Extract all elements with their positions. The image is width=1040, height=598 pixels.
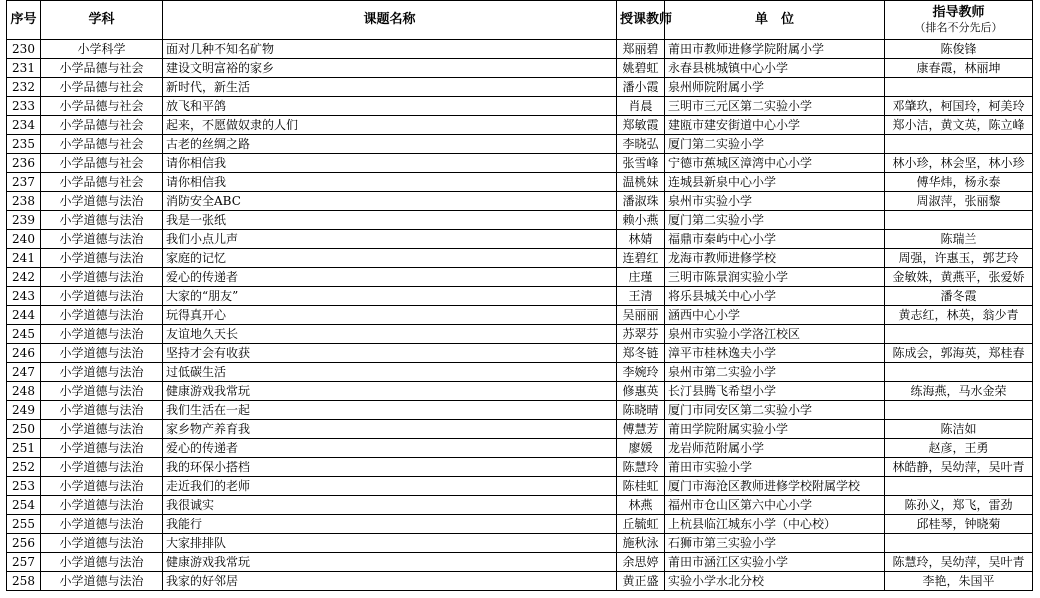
cell-teacher: 郑敏霞 (617, 116, 665, 135)
cell-unit: 泉州师院附属小学 (665, 78, 885, 97)
cell-guide: 陈孙义，郑飞，雷劲 (885, 496, 1033, 515)
cell-guide: 周强，许惠玉，郭艺玲 (885, 249, 1033, 268)
cell-unit: 连城县新泉中心小学 (665, 173, 885, 192)
header-teacher: 授课教师 (617, 1, 665, 40)
cell-unit: 涵西中心小学 (665, 306, 885, 325)
cell-teacher: 潘小霞 (617, 78, 665, 97)
cell-teacher: 修惠英 (617, 382, 665, 401)
cell-teacher: 廖媛 (617, 439, 665, 458)
table-row (7, 401, 1033, 420)
cell-guide: 陈俊锋 (885, 40, 1033, 59)
cell-title: 我们小点儿声 (163, 230, 617, 249)
cell-no: 255 (7, 515, 41, 534)
header-no: 序号 (7, 1, 41, 40)
cell-no: 247 (7, 363, 41, 382)
cell-no: 241 (7, 249, 41, 268)
table-row (7, 211, 1033, 230)
cell-teacher: 郑丽碧 (617, 40, 665, 59)
table-row (7, 496, 1033, 515)
cell-no: 233 (7, 97, 41, 116)
cell-guide: 金敏姝，黄燕平，张爱娇 (885, 268, 1033, 287)
cell-teacher: 林婧 (617, 230, 665, 249)
cell-subject: 小学道德与法治 (41, 249, 163, 268)
cell-teacher: 丘毓虹 (617, 515, 665, 534)
award-table (6, 0, 1033, 591)
header-guide-label: 指导教师 (932, 5, 985, 20)
cell-title: 爱心的传递者 (163, 439, 617, 458)
header-title: 课题名称 (163, 1, 617, 40)
cell-subject: 小学道德与法治 (41, 420, 163, 439)
table-row (7, 363, 1033, 382)
cell-teacher: 王清 (617, 287, 665, 306)
cell-no: 253 (7, 477, 41, 496)
cell-teacher: 赖小燕 (617, 211, 665, 230)
cell-subject: 小学道德与法治 (41, 439, 163, 458)
table-row (7, 515, 1033, 534)
cell-title: 起来，不愿做奴隶的人们 (163, 116, 617, 135)
cell-subject: 小学道德与法治 (41, 572, 163, 591)
cell-title: 古老的丝绸之路 (163, 135, 617, 154)
cell-unit: 厦门第二实验小学 (665, 211, 885, 230)
cell-no: 244 (7, 306, 41, 325)
cell-teacher: 陈慧玲 (617, 458, 665, 477)
cell-guide (885, 534, 1033, 553)
header-unit: 单 位 (665, 1, 885, 40)
cell-guide: 练海燕，马水金荣 (885, 382, 1033, 401)
cell-no: 256 (7, 534, 41, 553)
cell-no: 234 (7, 116, 41, 135)
cell-subject: 小学品德与社会 (41, 173, 163, 192)
cell-title: 面对几种不知名矿物 (163, 40, 617, 59)
table-row (7, 268, 1033, 287)
cell-teacher: 温桃妹 (617, 173, 665, 192)
cell-guide: 郑小洁，黄文英，陈立峰 (885, 116, 1033, 135)
cell-guide: 邓肇玖，柯国玲，柯美玲 (885, 97, 1033, 116)
header-row (7, 1, 1033, 40)
cell-unit: 厦门第二实验小学 (665, 135, 885, 154)
cell-guide (885, 325, 1033, 344)
cell-unit: 莆田学院附属实验小学 (665, 420, 885, 439)
cell-unit: 将乐县城关中心小学 (665, 287, 885, 306)
cell-teacher: 郑冬链 (617, 344, 665, 363)
cell-no: 250 (7, 420, 41, 439)
cell-no: 245 (7, 325, 41, 344)
cell-title: 家庭的记忆 (163, 249, 617, 268)
cell-no: 252 (7, 458, 41, 477)
cell-title: 我的环保小搭档 (163, 458, 617, 477)
cell-subject: 小学道德与法治 (41, 363, 163, 382)
table-row (7, 135, 1033, 154)
cell-teacher: 庄瑾 (617, 268, 665, 287)
header-subject: 学科 (41, 1, 163, 40)
table-row (7, 97, 1033, 116)
cell-no: 249 (7, 401, 41, 420)
cell-title: 健康游戏我常玩 (163, 553, 617, 572)
cell-guide: 赵彦，王勇 (885, 439, 1033, 458)
table-row (7, 287, 1033, 306)
cell-subject: 小学道德与法治 (41, 306, 163, 325)
cell-guide: 林皓静，吴幼萍，吴叶青 (885, 458, 1033, 477)
cell-unit: 漳平市桂林逸夫小学 (665, 344, 885, 363)
cell-subject: 小学道德与法治 (41, 325, 163, 344)
cell-no: 237 (7, 173, 41, 192)
cell-unit: 上杭县临江城东小学（中心校） (665, 515, 885, 534)
cell-unit: 莆田市教师进修学院附属小学 (665, 40, 885, 59)
table-row (7, 344, 1033, 363)
cell-title: 玩得真开心 (163, 306, 617, 325)
cell-teacher: 黄正盛 (617, 572, 665, 591)
cell-guide (885, 78, 1033, 97)
table-row (7, 40, 1033, 59)
cell-subject: 小学道德与法治 (41, 344, 163, 363)
cell-no: 232 (7, 78, 41, 97)
cell-unit: 福鼎市秦屿中心小学 (665, 230, 885, 249)
cell-guide: 陈洁如 (885, 420, 1033, 439)
header-guide-note: （排名不分先后） (914, 21, 1003, 34)
cell-guide: 邱桂琴，钟晓菊 (885, 515, 1033, 534)
cell-no: 242 (7, 268, 41, 287)
cell-title: 爱心的传递者 (163, 268, 617, 287)
table-row (7, 230, 1033, 249)
cell-no: 230 (7, 40, 41, 59)
cell-guide (885, 477, 1033, 496)
cell-teacher: 吴丽丽 (617, 306, 665, 325)
cell-guide: 周淑萍，张丽黎 (885, 192, 1033, 211)
cell-no: 248 (7, 382, 41, 401)
cell-title: 请你相信我 (163, 154, 617, 173)
cell-guide (885, 211, 1033, 230)
cell-title: 大家的“朋友” (163, 287, 617, 306)
cell-title: 家乡物产养育我 (163, 420, 617, 439)
cell-guide: 陈慧玲，吴幼萍，吴叶青 (885, 553, 1033, 572)
cell-no: 239 (7, 211, 41, 230)
cell-no: 238 (7, 192, 41, 211)
cell-subject: 小学品德与社会 (41, 97, 163, 116)
cell-teacher: 潘淑珠 (617, 192, 665, 211)
table-body (7, 40, 1033, 591)
cell-subject: 小学品德与社会 (41, 135, 163, 154)
cell-title: 我们生活在一起 (163, 401, 617, 420)
table-row (7, 249, 1033, 268)
cell-teacher: 林燕 (617, 496, 665, 515)
cell-guide: 黄志红，林英，翁少青 (885, 306, 1033, 325)
cell-title: 我能行 (163, 515, 617, 534)
cell-unit: 实验小学水北分校 (665, 572, 885, 591)
cell-subject: 小学道德与法治 (41, 515, 163, 534)
cell-teacher: 李婉玲 (617, 363, 665, 382)
cell-teacher: 苏翠芬 (617, 325, 665, 344)
table-row (7, 458, 1033, 477)
cell-subject: 小学科学 (41, 40, 163, 59)
cell-unit: 三明市陈景润实验小学 (665, 268, 885, 287)
cell-guide: 李艳，朱国平 (885, 572, 1033, 591)
table-row (7, 306, 1033, 325)
cell-title: 消防安全ABC (163, 192, 617, 211)
table-row (7, 154, 1033, 173)
cell-guide: 林小珍，林会坚，林小珍 (885, 154, 1033, 173)
table-row (7, 439, 1033, 458)
cell-title: 放飞和平鸽 (163, 97, 617, 116)
cell-teacher: 姚碧虹 (617, 59, 665, 78)
header-guide (885, 1, 1033, 40)
cell-title: 大家排排队 (163, 534, 617, 553)
cell-unit: 建瓯市建安街道中心小学 (665, 116, 885, 135)
cell-teacher: 肖晨 (617, 97, 665, 116)
cell-title: 过低碳生活 (163, 363, 617, 382)
cell-unit: 永春县桃城镇中心小学 (665, 59, 885, 78)
cell-no: 236 (7, 154, 41, 173)
cell-guide: 傅华炜，杨永泰 (885, 173, 1033, 192)
table-row (7, 420, 1033, 439)
cell-no: 246 (7, 344, 41, 363)
cell-title: 新时代，新生活 (163, 78, 617, 97)
cell-no: 235 (7, 135, 41, 154)
cell-teacher: 张雪峰 (617, 154, 665, 173)
cell-teacher: 李晓弘 (617, 135, 665, 154)
table-row (7, 477, 1033, 496)
cell-unit: 厦门市同安区第二实验小学 (665, 401, 885, 420)
cell-subject: 小学道德与法治 (41, 211, 163, 230)
table-row (7, 78, 1033, 97)
cell-unit: 莆田市涵江区实验小学 (665, 553, 885, 572)
cell-subject: 小学道德与法治 (41, 477, 163, 496)
cell-teacher: 傅慧芳 (617, 420, 665, 439)
cell-subject: 小学道德与法治 (41, 534, 163, 553)
cell-title: 友谊地久天长 (163, 325, 617, 344)
cell-title: 坚持才会有收获 (163, 344, 617, 363)
cell-subject: 小学道德与法治 (41, 287, 163, 306)
cell-unit: 泉州市实验小学洛江校区 (665, 325, 885, 344)
cell-no: 258 (7, 572, 41, 591)
cell-title: 我是一张纸 (163, 211, 617, 230)
cell-subject: 小学道德与法治 (41, 192, 163, 211)
cell-unit: 莆田市实验小学 (665, 458, 885, 477)
cell-unit: 宁德市蕉城区漳湾中心小学 (665, 154, 885, 173)
cell-unit: 石狮市第三实验小学 (665, 534, 885, 553)
table-row (7, 192, 1033, 211)
cell-no: 243 (7, 287, 41, 306)
cell-teacher: 陈晓晴 (617, 401, 665, 420)
cell-teacher: 余思婷 (617, 553, 665, 572)
cell-no: 257 (7, 553, 41, 572)
cell-guide (885, 135, 1033, 154)
cell-guide: 陈成会，郭海英，郑桂春 (885, 344, 1033, 363)
cell-title: 走近我们的老师 (163, 477, 617, 496)
table-row (7, 325, 1033, 344)
table-row (7, 59, 1033, 78)
table-row (7, 173, 1033, 192)
cell-subject: 小学品德与社会 (41, 154, 163, 173)
cell-subject: 小学品德与社会 (41, 59, 163, 78)
cell-subject: 小学道德与法治 (41, 401, 163, 420)
cell-guide (885, 363, 1033, 382)
cell-teacher: 连碧红 (617, 249, 665, 268)
cell-subject: 小学品德与社会 (41, 78, 163, 97)
table-row (7, 382, 1033, 401)
cell-title: 我家的好邻居 (163, 572, 617, 591)
cell-unit: 泉州市第二实验小学 (665, 363, 885, 382)
cell-guide: 康春霞，林丽坤 (885, 59, 1033, 78)
cell-guide: 潘冬霞 (885, 287, 1033, 306)
cell-unit: 厦门市海沧区教师进修学校附属学校 (665, 477, 885, 496)
cell-unit: 福州市仓山区第六中心小学 (665, 496, 885, 515)
cell-title: 建设文明富裕的家乡 (163, 59, 617, 78)
cell-unit: 龙海市教师进修学校 (665, 249, 885, 268)
cell-title: 请你相信我 (163, 173, 617, 192)
cell-teacher: 施秋泳 (617, 534, 665, 553)
cell-subject: 小学道德与法治 (41, 458, 163, 477)
cell-unit: 三明市三元区第二实验小学 (665, 97, 885, 116)
cell-unit: 长汀县腾飞希望小学 (665, 382, 885, 401)
cell-teacher: 陈桂虹 (617, 477, 665, 496)
cell-subject: 小学品德与社会 (41, 116, 163, 135)
cell-unit: 龙岩师范附属小学 (665, 439, 885, 458)
table-row (7, 553, 1033, 572)
cell-subject: 小学道德与法治 (41, 382, 163, 401)
cell-subject: 小学道德与法治 (41, 268, 163, 287)
table-row (7, 116, 1033, 135)
cell-no: 254 (7, 496, 41, 515)
award-list-sheet (6, 0, 1032, 591)
cell-guide: 陈瑞兰 (885, 230, 1033, 249)
cell-subject: 小学道德与法治 (41, 230, 163, 249)
table-row (7, 572, 1033, 591)
cell-title: 我很诚实 (163, 496, 617, 515)
cell-no: 231 (7, 59, 41, 78)
table-row (7, 534, 1033, 553)
cell-title: 健康游戏我常玩 (163, 382, 617, 401)
cell-unit: 泉州市实验小学 (665, 192, 885, 211)
cell-subject: 小学道德与法治 (41, 553, 163, 572)
cell-no: 251 (7, 439, 41, 458)
cell-no: 240 (7, 230, 41, 249)
cell-subject: 小学道德与法治 (41, 496, 163, 515)
cell-guide (885, 401, 1033, 420)
